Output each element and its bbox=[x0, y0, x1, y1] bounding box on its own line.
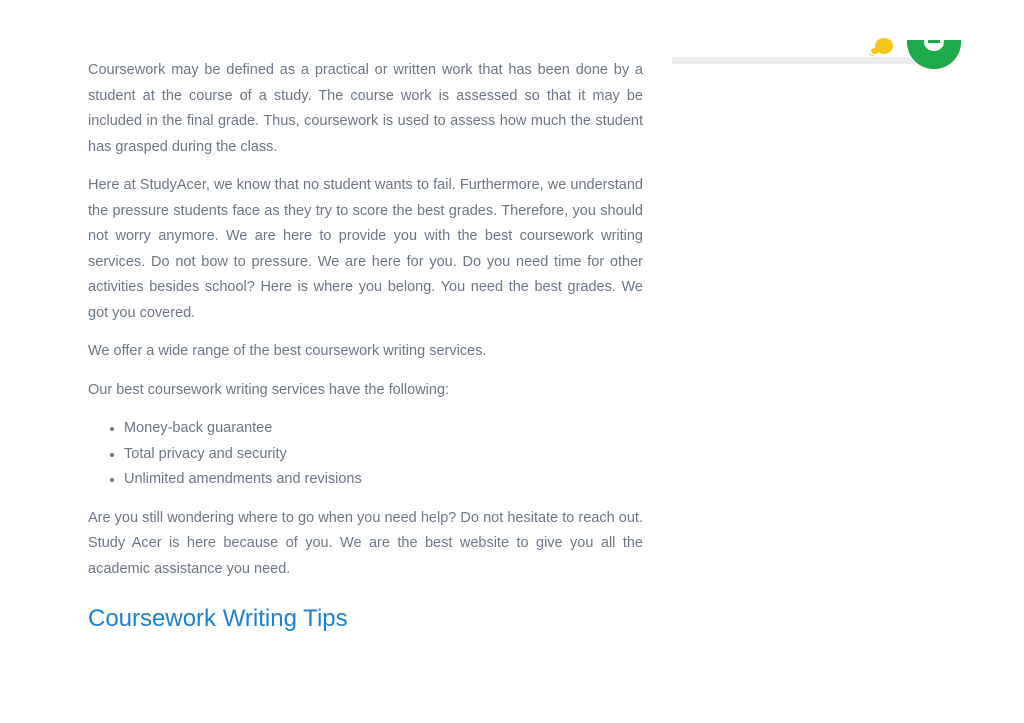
waving-hand-icon bbox=[866, 32, 896, 58]
article-content bbox=[88, 58, 643, 635]
intro-paragraph: Coursework may be defined as a practical or written work that has been done by a student at the course of a study. The course work is assessed so that it may be included in the final grade. Thus, coursework is used to assess how much the student has grasped during the class. bbox=[88, 62, 643, 155]
features-list bbox=[88, 416, 643, 493]
list-item: • Money-back guarantee bbox=[124, 416, 643, 442]
section-heading: Coursework Writing Tips bbox=[88, 605, 348, 632]
list-item: • Unlimited amendments and revisions bbox=[124, 467, 643, 493]
list-item: • Total privacy and security bbox=[124, 442, 643, 468]
features-intro-paragraph: Our best coursework writing services have the following: bbox=[88, 381, 450, 398]
closing-paragraph: Are you still wondering where to go when you need help? Do not hesitate to reach out. Study Acer is here because of you. We are the best website to give you all the academic assistance you need. bbox=[88, 509, 643, 577]
services-paragraph: We offer a wide range of the best coursework writing services. bbox=[88, 343, 487, 359]
studyacer-paragraph: Here at StudyAcer, we know that no student wants to fail. Furthermore, we understand the pressure students face as they try to score the best grades. Therefore, you should not worry anymore. We are here to provide you with the best coursework writing services. Do not bow to pressure. We are here for you. Do you need time for other activities besides school? Here is where you belong. You need the best grades. We got you covered. bbox=[88, 177, 643, 321]
